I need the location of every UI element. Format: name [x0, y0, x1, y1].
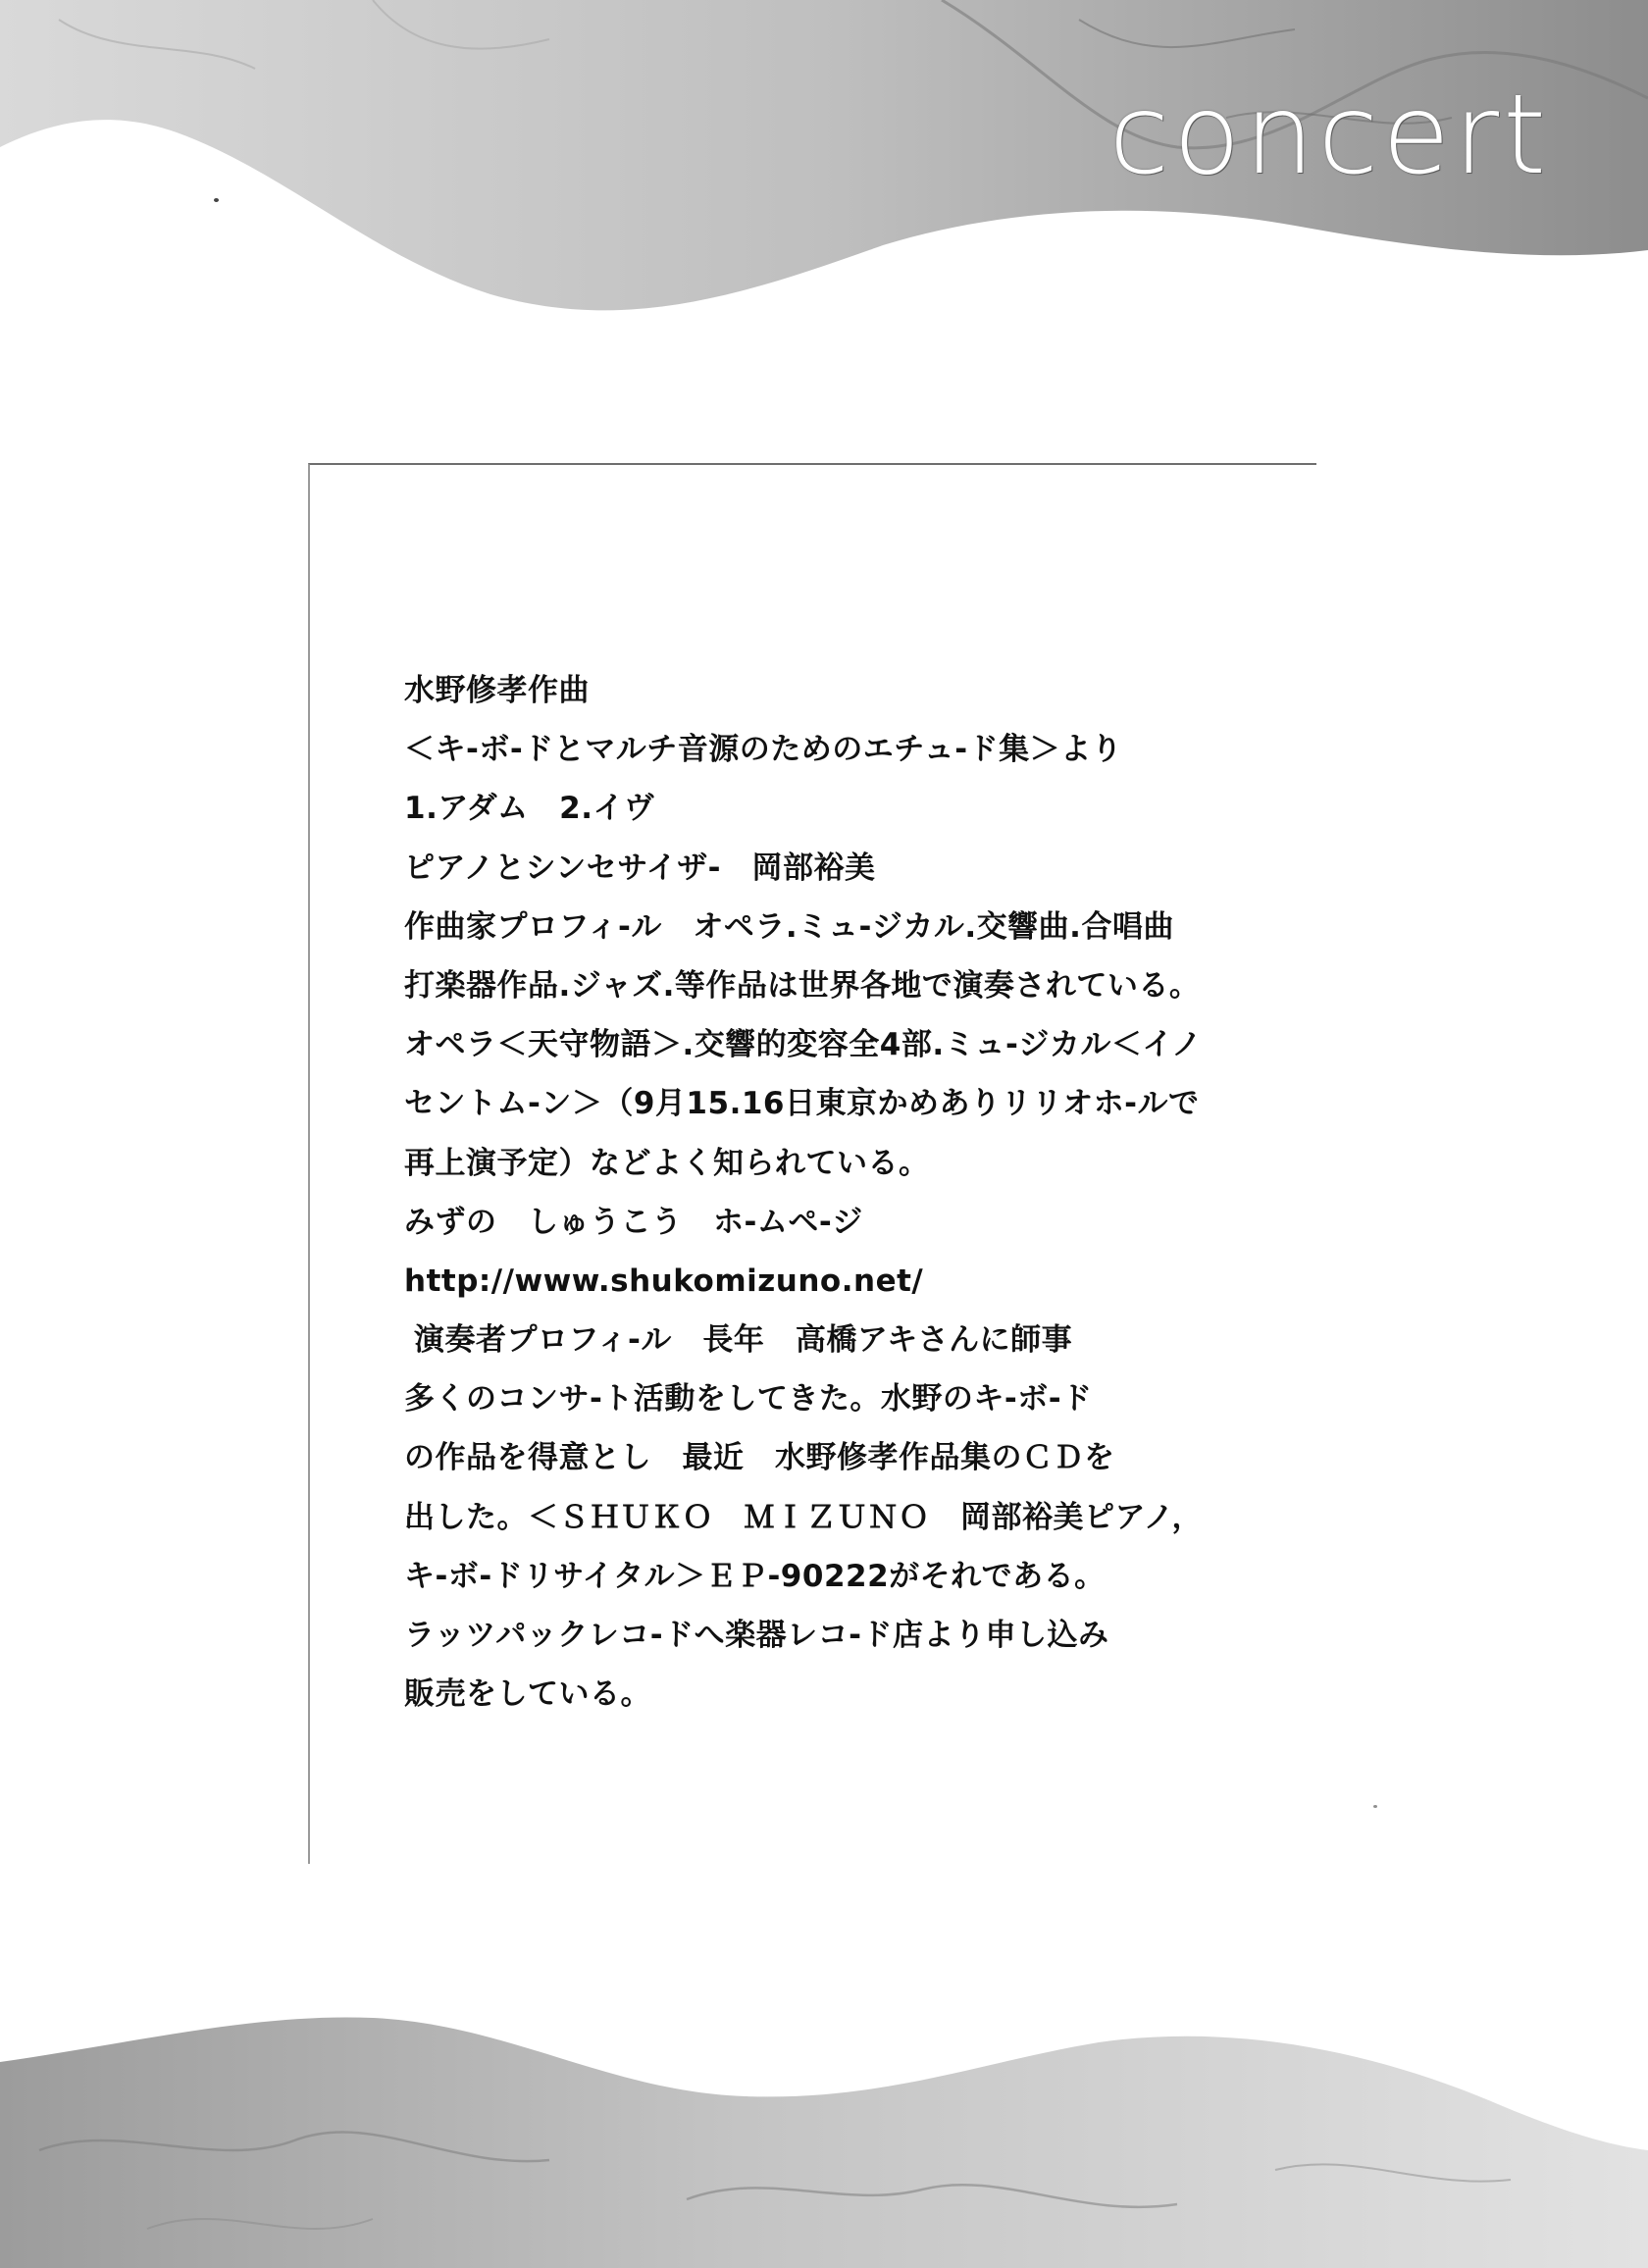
- text-line: 打楽器作品.ジャズ.等作品は世界各地で演奏されている。: [404, 967, 1201, 1004]
- text-line: 再上演予定）などよく知られている。: [404, 1145, 930, 1181]
- top-wave-decoration: [0, 0, 1648, 422]
- text-line: ＜キ-ボ-ドとマルチ音源のためのエチュ-ド集＞より: [404, 732, 1123, 768]
- scan-speck: [1373, 1805, 1377, 1808]
- text-line: オペラ＜天守物語＞.交響的変容全4部.ミュ-ジカル＜イノ: [404, 1027, 1203, 1063]
- bottom-wave-decoration: [0, 1974, 1648, 2268]
- text-line: ラッツパックレコ-ドへ楽器レコ-ド店より申し込み: [404, 1618, 1109, 1653]
- text-line: 多くのコンサ-ト活動をしてきた。水野のキ-ボ-ド: [404, 1381, 1093, 1418]
- text-line: セントム-ン＞（9月15.16日東京かめありリリオホ-ルで: [404, 1086, 1200, 1122]
- text-line: 水野修孝作曲: [404, 673, 590, 708]
- text-line: の作品を得意とし 最近 水野修孝作品集のＣＤを: [404, 1440, 1115, 1476]
- text-line: 作曲家プロフィ-ル オペラ.ミュ-ジカル.交響曲.合唱曲: [404, 908, 1174, 945]
- text-line: みずの しゅうこう ホ-ムペ-ジ: [404, 1204, 863, 1240]
- text-line: キ-ボ-ドリサイタル＞ＥＰ-90222がそれである。: [404, 1558, 1106, 1594]
- text-line: 出した。＜ＳＨＵＫＯ ＭＩＺＵＮＯ 岡部裕美ピアノ，: [404, 1499, 1204, 1535]
- text-line: 販売をしている。: [404, 1676, 651, 1713]
- text-line: ピアノとシンセサイザ- 岡部裕美: [404, 850, 876, 886]
- profile-text: [404, 661, 1287, 1724]
- page-title: concert: [1108, 72, 1550, 199]
- text-line: 1.アダム 2.イヴ: [404, 791, 655, 827]
- scan-speck: [214, 198, 219, 202]
- homepage-url: http://www.shukomizuno.net/: [404, 1263, 924, 1299]
- text-line: 演奏者プロフィ-ル 長年 高橋アキさんに師事: [414, 1322, 1073, 1359]
